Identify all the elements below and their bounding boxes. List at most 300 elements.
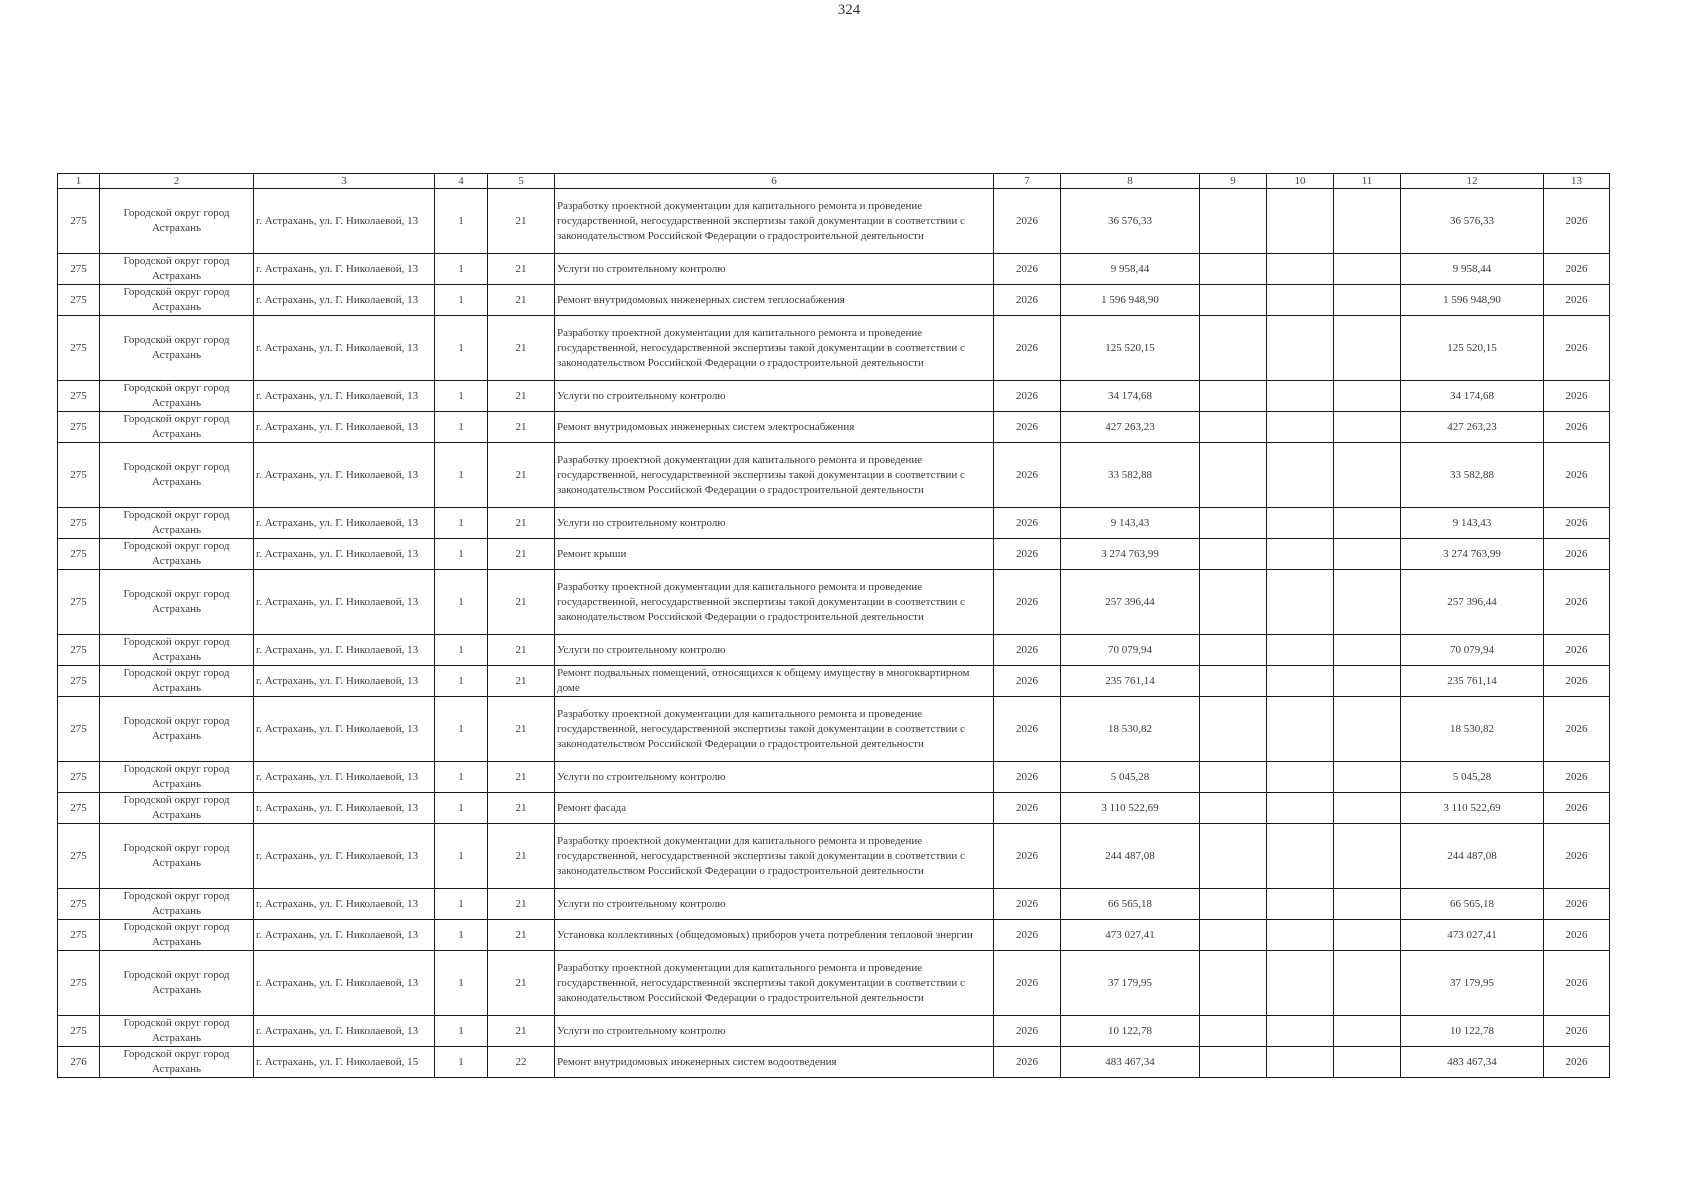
column-5-cell: 21 bbox=[488, 762, 555, 793]
row-number-cell: 275 bbox=[58, 920, 100, 951]
address-cell: г. Астрахань, ул. Г. Николаевой, 13 bbox=[254, 381, 435, 412]
column-9-cell bbox=[1200, 285, 1267, 316]
column-10-cell bbox=[1267, 381, 1334, 412]
work-type-cell: Ремонт внутридомовых инженерных систем теплоснабжения bbox=[555, 285, 994, 316]
address-cell: г. Астрахань, ул. Г. Николаевой, 13 bbox=[254, 824, 435, 889]
table-row bbox=[58, 570, 1610, 635]
column-4-cell: 1 bbox=[435, 920, 488, 951]
completion-year-cell: 2026 bbox=[1544, 1047, 1610, 1078]
municipality-cell: Городской округ город Астрахань bbox=[100, 443, 254, 508]
column-4-cell: 1 bbox=[435, 189, 488, 254]
table-row bbox=[58, 920, 1610, 951]
capital-repair-table bbox=[57, 173, 1610, 1078]
column-10-cell bbox=[1267, 635, 1334, 666]
completion-year-cell: 2026 bbox=[1544, 1016, 1610, 1047]
table-row bbox=[58, 666, 1610, 697]
cost-cell: 235 761,14 bbox=[1401, 666, 1544, 697]
year-cell: 2026 bbox=[994, 793, 1061, 824]
municipality-cell: Городской округ город Астрахань bbox=[100, 889, 254, 920]
column-header-4: 4 bbox=[435, 174, 488, 189]
work-type-cell: Услуги по строительному контролю bbox=[555, 762, 994, 793]
address-cell: г. Астрахань, ул. Г. Николаевой, 13 bbox=[254, 443, 435, 508]
address-cell: г. Астрахань, ул. Г. Николаевой, 13 bbox=[254, 412, 435, 443]
column-11-cell bbox=[1334, 635, 1401, 666]
completion-year-cell: 2026 bbox=[1544, 793, 1610, 824]
year-cell: 2026 bbox=[994, 189, 1061, 254]
work-type-cell: Разработку проектной документации для капитального ремонта и проведение государственной, негосударственной экспертизы такой документации в соответствии с законодательством Российской Федерации о градостроительной деятельности bbox=[555, 316, 994, 381]
column-9-cell bbox=[1200, 635, 1267, 666]
municipality-cell: Городской округ город Астрахань bbox=[100, 570, 254, 635]
column-header-5: 5 bbox=[488, 174, 555, 189]
row-number-cell: 275 bbox=[58, 189, 100, 254]
address-cell: г. Астрахань, ул. Г. Николаевой, 13 bbox=[254, 697, 435, 762]
column-9-cell bbox=[1200, 189, 1267, 254]
column-9-cell bbox=[1200, 1016, 1267, 1047]
column-5-cell: 21 bbox=[488, 570, 555, 635]
completion-year-cell: 2026 bbox=[1544, 508, 1610, 539]
column-9-cell bbox=[1200, 443, 1267, 508]
completion-year-cell: 2026 bbox=[1544, 824, 1610, 889]
column-number-header-row bbox=[58, 174, 1610, 189]
address-cell: г. Астрахань, ул. Г. Николаевой, 13 bbox=[254, 316, 435, 381]
column-header-13: 13 bbox=[1544, 174, 1610, 189]
column-10-cell bbox=[1267, 570, 1334, 635]
total-cost-cell: 235 761,14 bbox=[1061, 666, 1200, 697]
column-11-cell bbox=[1334, 254, 1401, 285]
column-4-cell: 1 bbox=[435, 666, 488, 697]
column-4-cell: 1 bbox=[435, 508, 488, 539]
column-9-cell bbox=[1200, 508, 1267, 539]
column-4-cell: 1 bbox=[435, 254, 488, 285]
total-cost-cell: 257 396,44 bbox=[1061, 570, 1200, 635]
column-5-cell: 21 bbox=[488, 824, 555, 889]
column-5-cell: 21 bbox=[488, 254, 555, 285]
column-5-cell: 21 bbox=[488, 1016, 555, 1047]
cost-cell: 33 582,88 bbox=[1401, 443, 1544, 508]
table-row bbox=[58, 539, 1610, 570]
column-9-cell bbox=[1200, 793, 1267, 824]
year-cell: 2026 bbox=[994, 539, 1061, 570]
column-header-12: 12 bbox=[1401, 174, 1544, 189]
work-type-cell: Услуги по строительному контролю bbox=[555, 889, 994, 920]
column-5-cell: 21 bbox=[488, 951, 555, 1016]
row-number-cell: 275 bbox=[58, 666, 100, 697]
column-4-cell: 1 bbox=[435, 381, 488, 412]
row-number-cell: 275 bbox=[58, 285, 100, 316]
work-type-cell: Установка коллективных (общедомовых) приборов учета потребления тепловой энергии bbox=[555, 920, 994, 951]
column-header-6: 6 bbox=[555, 174, 994, 189]
column-5-cell: 21 bbox=[488, 316, 555, 381]
address-cell: г. Астрахань, ул. Г. Николаевой, 13 bbox=[254, 1016, 435, 1047]
municipality-cell: Городской округ город Астрахань bbox=[100, 539, 254, 570]
column-10-cell bbox=[1267, 443, 1334, 508]
cost-cell: 483 467,34 bbox=[1401, 1047, 1544, 1078]
cost-cell: 9 143,43 bbox=[1401, 508, 1544, 539]
table-row bbox=[58, 443, 1610, 508]
row-number-cell: 275 bbox=[58, 951, 100, 1016]
column-4-cell: 1 bbox=[435, 635, 488, 666]
year-cell: 2026 bbox=[994, 762, 1061, 793]
municipality-cell: Городской округ город Астрахань bbox=[100, 666, 254, 697]
column-5-cell: 21 bbox=[488, 412, 555, 443]
column-4-cell: 1 bbox=[435, 412, 488, 443]
address-cell: г. Астрахань, ул. Г. Николаевой, 13 bbox=[254, 570, 435, 635]
municipality-cell: Городской округ город Астрахань bbox=[100, 189, 254, 254]
year-cell: 2026 bbox=[994, 951, 1061, 1016]
table-body bbox=[58, 189, 1610, 1078]
address-cell: г. Астрахань, ул. Г. Николаевой, 15 bbox=[254, 1047, 435, 1078]
column-5-cell: 21 bbox=[488, 508, 555, 539]
column-4-cell: 1 bbox=[435, 316, 488, 381]
year-cell: 2026 bbox=[994, 1047, 1061, 1078]
cost-cell: 37 179,95 bbox=[1401, 951, 1544, 1016]
work-type-cell: Услуги по строительному контролю bbox=[555, 508, 994, 539]
row-number-cell: 275 bbox=[58, 889, 100, 920]
row-number-cell: 276 bbox=[58, 1047, 100, 1078]
column-11-cell bbox=[1334, 889, 1401, 920]
column-10-cell bbox=[1267, 762, 1334, 793]
column-9-cell bbox=[1200, 1047, 1267, 1078]
column-header-10: 10 bbox=[1267, 174, 1334, 189]
cost-cell: 5 045,28 bbox=[1401, 762, 1544, 793]
column-11-cell bbox=[1334, 443, 1401, 508]
municipality-cell: Городской округ город Астрахань bbox=[100, 412, 254, 443]
cost-cell: 36 576,33 bbox=[1401, 189, 1544, 254]
column-11-cell bbox=[1334, 316, 1401, 381]
year-cell: 2026 bbox=[994, 1016, 1061, 1047]
row-number-cell: 275 bbox=[58, 412, 100, 443]
column-10-cell bbox=[1267, 920, 1334, 951]
total-cost-cell: 1 596 948,90 bbox=[1061, 285, 1200, 316]
year-cell: 2026 bbox=[994, 412, 1061, 443]
work-type-cell: Услуги по строительному контролю bbox=[555, 381, 994, 412]
municipality-cell: Городской округ город Астрахань bbox=[100, 762, 254, 793]
column-4-cell: 1 bbox=[435, 443, 488, 508]
year-cell: 2026 bbox=[994, 254, 1061, 285]
completion-year-cell: 2026 bbox=[1544, 443, 1610, 508]
column-4-cell: 1 bbox=[435, 570, 488, 635]
cost-cell: 66 565,18 bbox=[1401, 889, 1544, 920]
total-cost-cell: 66 565,18 bbox=[1061, 889, 1200, 920]
table-row bbox=[58, 697, 1610, 762]
address-cell: г. Астрахань, ул. Г. Николаевой, 13 bbox=[254, 539, 435, 570]
table-row bbox=[58, 1047, 1610, 1078]
total-cost-cell: 9 958,44 bbox=[1061, 254, 1200, 285]
cost-cell: 70 079,94 bbox=[1401, 635, 1544, 666]
address-cell: г. Астрахань, ул. Г. Николаевой, 13 bbox=[254, 254, 435, 285]
completion-year-cell: 2026 bbox=[1544, 666, 1610, 697]
column-header-11: 11 bbox=[1334, 174, 1401, 189]
work-type-cell: Ремонт внутридомовых инженерных систем электроснабжения bbox=[555, 412, 994, 443]
row-number-cell: 275 bbox=[58, 254, 100, 285]
column-11-cell bbox=[1334, 920, 1401, 951]
column-11-cell bbox=[1334, 762, 1401, 793]
row-number-cell: 275 bbox=[58, 697, 100, 762]
table-row bbox=[58, 1016, 1610, 1047]
completion-year-cell: 2026 bbox=[1544, 285, 1610, 316]
column-header-3: 3 bbox=[254, 174, 435, 189]
cost-cell: 1 596 948,90 bbox=[1401, 285, 1544, 316]
column-9-cell bbox=[1200, 539, 1267, 570]
year-cell: 2026 bbox=[994, 889, 1061, 920]
cost-cell: 9 958,44 bbox=[1401, 254, 1544, 285]
total-cost-cell: 36 576,33 bbox=[1061, 189, 1200, 254]
column-10-cell bbox=[1267, 697, 1334, 762]
year-cell: 2026 bbox=[994, 508, 1061, 539]
column-10-cell bbox=[1267, 254, 1334, 285]
municipality-cell: Городской округ город Астрахань bbox=[100, 1016, 254, 1047]
row-number-cell: 275 bbox=[58, 443, 100, 508]
table-row bbox=[58, 635, 1610, 666]
column-11-cell bbox=[1334, 697, 1401, 762]
completion-year-cell: 2026 bbox=[1544, 889, 1610, 920]
column-5-cell: 21 bbox=[488, 793, 555, 824]
column-10-cell bbox=[1267, 951, 1334, 1016]
column-4-cell: 1 bbox=[435, 697, 488, 762]
column-5-cell: 21 bbox=[488, 189, 555, 254]
total-cost-cell: 125 520,15 bbox=[1061, 316, 1200, 381]
work-type-cell: Разработку проектной документации для капитального ремонта и проведение государственной, негосударственной экспертизы такой документации в соответствии с законодательством Российской Федерации о градостроительной деятельности bbox=[555, 189, 994, 254]
address-cell: г. Астрахань, ул. Г. Николаевой, 13 bbox=[254, 285, 435, 316]
address-cell: г. Астрахань, ул. Г. Николаевой, 13 bbox=[254, 920, 435, 951]
column-5-cell: 21 bbox=[488, 697, 555, 762]
table-row bbox=[58, 951, 1610, 1016]
table-row bbox=[58, 316, 1610, 381]
work-type-cell: Разработку проектной документации для капитального ремонта и проведение государственной, негосударственной экспертизы такой документации в соответствии с законодательством Российской Федерации о градостроительной деятельности bbox=[555, 697, 994, 762]
column-9-cell bbox=[1200, 951, 1267, 1016]
cost-cell: 427 263,23 bbox=[1401, 412, 1544, 443]
column-4-cell: 1 bbox=[435, 539, 488, 570]
column-11-cell bbox=[1334, 824, 1401, 889]
column-4-cell: 1 bbox=[435, 762, 488, 793]
year-cell: 2026 bbox=[994, 697, 1061, 762]
row-number-cell: 275 bbox=[58, 793, 100, 824]
year-cell: 2026 bbox=[994, 381, 1061, 412]
column-9-cell bbox=[1200, 824, 1267, 889]
municipality-cell: Городской округ город Астрахань bbox=[100, 1047, 254, 1078]
column-5-cell: 21 bbox=[488, 443, 555, 508]
row-number-cell: 275 bbox=[58, 570, 100, 635]
work-type-cell: Ремонт крыши bbox=[555, 539, 994, 570]
column-10-cell bbox=[1267, 824, 1334, 889]
total-cost-cell: 427 263,23 bbox=[1061, 412, 1200, 443]
work-type-cell: Услуги по строительному контролю bbox=[555, 1016, 994, 1047]
row-number-cell: 275 bbox=[58, 508, 100, 539]
column-11-cell bbox=[1334, 189, 1401, 254]
table-row bbox=[58, 889, 1610, 920]
work-type-cell: Разработку проектной документации для капитального ремонта и проведение государственной, негосударственной экспертизы такой документации в соответствии с законодательством Российской Федерации о градостроительной деятельности bbox=[555, 570, 994, 635]
column-10-cell bbox=[1267, 889, 1334, 920]
municipality-cell: Городской округ город Астрахань bbox=[100, 635, 254, 666]
column-5-cell: 21 bbox=[488, 381, 555, 412]
table-row bbox=[58, 254, 1610, 285]
column-10-cell bbox=[1267, 539, 1334, 570]
row-number-cell: 275 bbox=[58, 381, 100, 412]
cost-cell: 34 174,68 bbox=[1401, 381, 1544, 412]
table-row bbox=[58, 793, 1610, 824]
municipality-cell: Городской округ город Астрахань bbox=[100, 508, 254, 539]
column-9-cell bbox=[1200, 889, 1267, 920]
column-header-9: 9 bbox=[1200, 174, 1267, 189]
column-11-cell bbox=[1334, 951, 1401, 1016]
table-row bbox=[58, 285, 1610, 316]
total-cost-cell: 244 487,08 bbox=[1061, 824, 1200, 889]
column-5-cell: 21 bbox=[488, 889, 555, 920]
table-row bbox=[58, 508, 1610, 539]
row-number-cell: 275 bbox=[58, 762, 100, 793]
completion-year-cell: 2026 bbox=[1544, 920, 1610, 951]
work-type-cell: Ремонт фасада bbox=[555, 793, 994, 824]
municipality-cell: Городской округ город Астрахань bbox=[100, 254, 254, 285]
column-10-cell bbox=[1267, 508, 1334, 539]
total-cost-cell: 37 179,95 bbox=[1061, 951, 1200, 1016]
work-type-cell: Ремонт подвальных помещений, относящихся к общему имуществу в многоквартирном доме bbox=[555, 666, 994, 697]
total-cost-cell: 34 174,68 bbox=[1061, 381, 1200, 412]
work-type-cell: Разработку проектной документации для капитального ремонта и проведение государственной, негосударственной экспертизы такой документации в соответствии с законодательством Российской Федерации о градостроительной деятельности bbox=[555, 443, 994, 508]
column-11-cell bbox=[1334, 285, 1401, 316]
year-cell: 2026 bbox=[994, 443, 1061, 508]
total-cost-cell: 3 110 522,69 bbox=[1061, 793, 1200, 824]
total-cost-cell: 70 079,94 bbox=[1061, 635, 1200, 666]
column-9-cell bbox=[1200, 254, 1267, 285]
cost-cell: 10 122,78 bbox=[1401, 1016, 1544, 1047]
completion-year-cell: 2026 bbox=[1544, 254, 1610, 285]
column-4-cell: 1 bbox=[435, 889, 488, 920]
column-10-cell bbox=[1267, 1047, 1334, 1078]
column-5-cell: 21 bbox=[488, 285, 555, 316]
column-9-cell bbox=[1200, 666, 1267, 697]
cost-cell: 257 396,44 bbox=[1401, 570, 1544, 635]
completion-year-cell: 2026 bbox=[1544, 697, 1610, 762]
year-cell: 2026 bbox=[994, 920, 1061, 951]
total-cost-cell: 3 274 763,99 bbox=[1061, 539, 1200, 570]
completion-year-cell: 2026 bbox=[1544, 316, 1610, 381]
completion-year-cell: 2026 bbox=[1544, 951, 1610, 1016]
table-row bbox=[58, 412, 1610, 443]
work-type-cell: Ремонт внутридомовых инженерных систем водоотведения bbox=[555, 1047, 994, 1078]
column-9-cell bbox=[1200, 762, 1267, 793]
page-number: 324 bbox=[837, 2, 861, 18]
column-4-cell: 1 bbox=[435, 285, 488, 316]
column-10-cell bbox=[1267, 666, 1334, 697]
column-header-2: 2 bbox=[100, 174, 254, 189]
address-cell: г. Астрахань, ул. Г. Николаевой, 13 bbox=[254, 762, 435, 793]
cost-cell: 473 027,41 bbox=[1401, 920, 1544, 951]
column-11-cell bbox=[1334, 508, 1401, 539]
total-cost-cell: 18 530,82 bbox=[1061, 697, 1200, 762]
column-11-cell bbox=[1334, 793, 1401, 824]
completion-year-cell: 2026 bbox=[1544, 412, 1610, 443]
table-row bbox=[58, 381, 1610, 412]
year-cell: 2026 bbox=[994, 635, 1061, 666]
column-4-cell: 1 bbox=[435, 824, 488, 889]
work-type-cell: Разработку проектной документации для капитального ремонта и проведение государственной, негосударственной экспертизы такой документации в соответствии с законодательством Российской Федерации о градостроительной деятельности bbox=[555, 951, 994, 1016]
total-cost-cell: 33 582,88 bbox=[1061, 443, 1200, 508]
column-11-cell bbox=[1334, 412, 1401, 443]
column-10-cell bbox=[1267, 793, 1334, 824]
year-cell: 2026 bbox=[994, 666, 1061, 697]
column-9-cell bbox=[1200, 381, 1267, 412]
completion-year-cell: 2026 bbox=[1544, 635, 1610, 666]
municipality-cell: Городской округ город Астрахань bbox=[100, 316, 254, 381]
column-header-8: 8 bbox=[1061, 174, 1200, 189]
row-number-cell: 275 bbox=[58, 539, 100, 570]
column-5-cell: 21 bbox=[488, 539, 555, 570]
year-cell: 2026 bbox=[994, 824, 1061, 889]
column-4-cell: 1 bbox=[435, 951, 488, 1016]
address-cell: г. Астрахань, ул. Г. Николаевой, 13 bbox=[254, 189, 435, 254]
column-9-cell bbox=[1200, 412, 1267, 443]
year-cell: 2026 bbox=[994, 285, 1061, 316]
municipality-cell: Городской округ город Астрахань bbox=[100, 920, 254, 951]
column-4-cell: 1 bbox=[435, 793, 488, 824]
completion-year-cell: 2026 bbox=[1544, 539, 1610, 570]
work-type-cell: Услуги по строительному контролю bbox=[555, 635, 994, 666]
municipality-cell: Городской округ город Астрахань bbox=[100, 824, 254, 889]
work-type-cell: Разработку проектной документации для капитального ремонта и проведение государственной, негосударственной экспертизы такой документации в соответствии с законодательством Российской Федерации о градостроительной деятельности bbox=[555, 824, 994, 889]
municipality-cell: Городской округ город Астрахань bbox=[100, 381, 254, 412]
column-11-cell bbox=[1334, 1047, 1401, 1078]
total-cost-cell: 473 027,41 bbox=[1061, 920, 1200, 951]
cost-cell: 18 530,82 bbox=[1401, 697, 1544, 762]
municipality-cell: Городской округ город Астрахань bbox=[100, 697, 254, 762]
column-11-cell bbox=[1334, 570, 1401, 635]
row-number-cell: 275 bbox=[58, 635, 100, 666]
municipality-cell: Городской округ город Астрахань bbox=[100, 285, 254, 316]
column-10-cell bbox=[1267, 1016, 1334, 1047]
column-9-cell bbox=[1200, 920, 1267, 951]
column-9-cell bbox=[1200, 316, 1267, 381]
cost-cell: 3 110 522,69 bbox=[1401, 793, 1544, 824]
table-row bbox=[58, 824, 1610, 889]
column-10-cell bbox=[1267, 285, 1334, 316]
column-11-cell bbox=[1334, 539, 1401, 570]
total-cost-cell: 5 045,28 bbox=[1061, 762, 1200, 793]
column-4-cell: 1 bbox=[435, 1016, 488, 1047]
completion-year-cell: 2026 bbox=[1544, 762, 1610, 793]
column-9-cell bbox=[1200, 570, 1267, 635]
column-header-7: 7 bbox=[994, 174, 1061, 189]
address-cell: г. Астрахань, ул. Г. Николаевой, 13 bbox=[254, 951, 435, 1016]
column-5-cell: 22 bbox=[488, 1047, 555, 1078]
work-type-cell: Услуги по строительному контролю bbox=[555, 254, 994, 285]
completion-year-cell: 2026 bbox=[1544, 189, 1610, 254]
column-10-cell bbox=[1267, 189, 1334, 254]
cost-cell: 244 487,08 bbox=[1401, 824, 1544, 889]
year-cell: 2026 bbox=[994, 316, 1061, 381]
completion-year-cell: 2026 bbox=[1544, 570, 1610, 635]
row-number-cell: 275 bbox=[58, 824, 100, 889]
column-header-1: 1 bbox=[58, 174, 100, 189]
column-5-cell: 21 bbox=[488, 666, 555, 697]
row-number-cell: 275 bbox=[58, 1016, 100, 1047]
column-11-cell bbox=[1334, 1016, 1401, 1047]
address-cell: г. Астрахань, ул. Г. Николаевой, 13 bbox=[254, 793, 435, 824]
column-5-cell: 21 bbox=[488, 920, 555, 951]
address-cell: г. Астрахань, ул. Г. Николаевой, 13 bbox=[254, 508, 435, 539]
address-cell: г. Астрахань, ул. Г. Николаевой, 13 bbox=[254, 666, 435, 697]
total-cost-cell: 483 467,34 bbox=[1061, 1047, 1200, 1078]
total-cost-cell: 9 143,43 bbox=[1061, 508, 1200, 539]
column-10-cell bbox=[1267, 412, 1334, 443]
column-11-cell bbox=[1334, 666, 1401, 697]
municipality-cell: Городской округ город Астрахань bbox=[100, 793, 254, 824]
address-cell: г. Астрахань, ул. Г. Николаевой, 13 bbox=[254, 889, 435, 920]
municipality-cell: Городской округ город Астрахань bbox=[100, 951, 254, 1016]
year-cell: 2026 bbox=[994, 570, 1061, 635]
total-cost-cell: 10 122,78 bbox=[1061, 1016, 1200, 1047]
table-row bbox=[58, 762, 1610, 793]
